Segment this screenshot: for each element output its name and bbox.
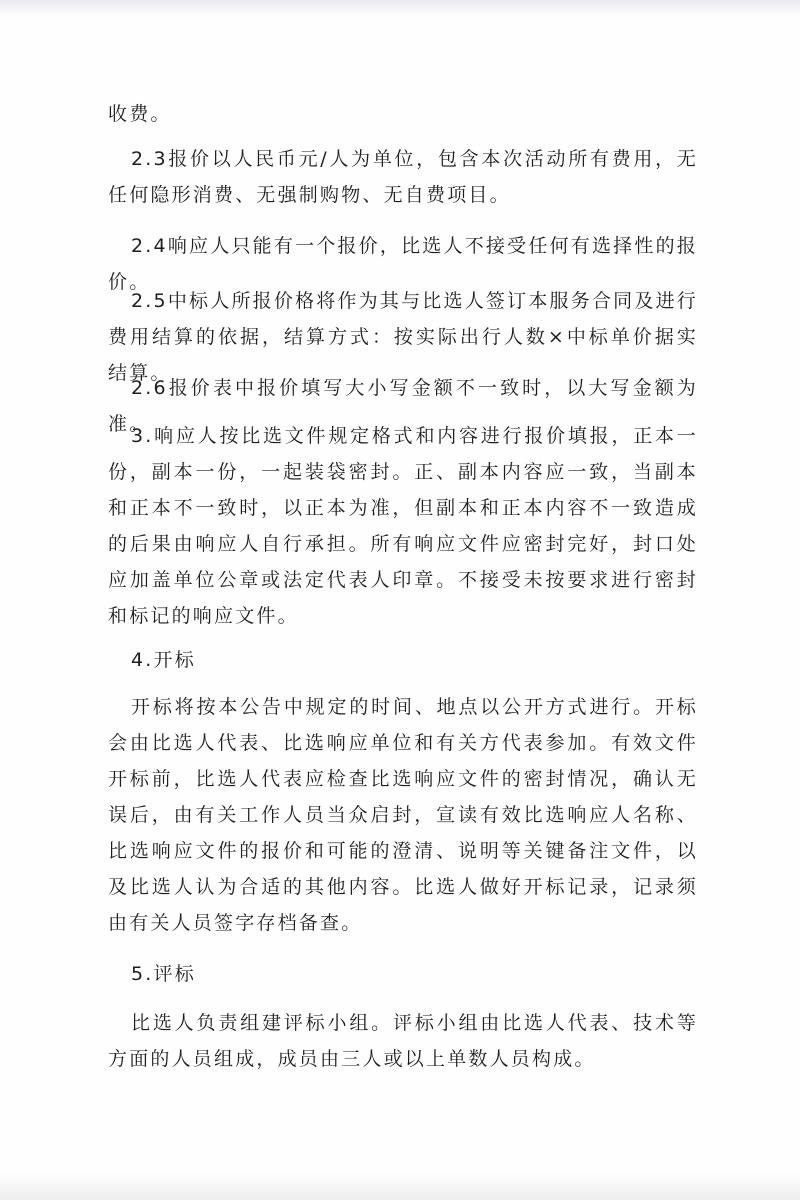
- heading-4-opening: 4.开标: [131, 649, 196, 671]
- paragraph-fee-end: 收费。: [108, 103, 172, 125]
- heading-5-evaluation: 5.评标: [131, 963, 196, 985]
- paragraph-2-5: 2.5中标人所报价格将作为其与比选人签订本服务合同及进行费用结算的依据，结算方式：按实际出行人数×中标单价据实结算。: [108, 290, 698, 384]
- paragraph-5-body: 比选人负责组建评标小组。评标小组由比选人代表、技术等方面的人员组成，成员由三人或以上单数人员构成。: [108, 1012, 698, 1070]
- paragraph-2-4: 2.4响应人只能有一个报价，比选人不接受任何有选择性的报价。: [108, 235, 698, 293]
- scan-bottom-edge: [0, 1172, 800, 1200]
- paragraph-3: 3.响应人按比选文件规定格式和内容进行报价填报，正本一份，副本一份，一起装袋密封。正、副本内容应一致，当副本和正本不一致时，以正本为准，但副本和正本内容不一致造成的后果由响应人自行承担。所有响应文件应密封完好，封口处应加盖单位公章或法定代表人印章。不接受未按要求进行密封和标记的响应文件。: [108, 425, 698, 627]
- paragraph-4-body: 开标将按本公告中规定的时间、地点以公开方式进行。开标会由比选人代表、比选响应单位和有关方代表参加。有效文件开标前，比选人代表应检查比选响应文件的密封情况，确认无误后，由有关工作人员当众启封，宣读有效比选响应人名称、比选响应文件的报价和可能的澄清、说明等关键备注文件，以及比选人认为合适的其他内容。比选人做好开标记录，记录须由有关人员签字存档备查。: [108, 696, 698, 934]
- paragraph-2-3: 2.3报价以人民币元/人为单位，包含本次活动所有费用，无任何隐形消费、无强制购物、无自费项目。: [108, 148, 698, 206]
- scan-top-edge: [0, 0, 800, 16]
- paragraph-2-6: 2.6报价表中报价填写大小写金额不一致时，以大写金额为准。: [108, 377, 698, 435]
